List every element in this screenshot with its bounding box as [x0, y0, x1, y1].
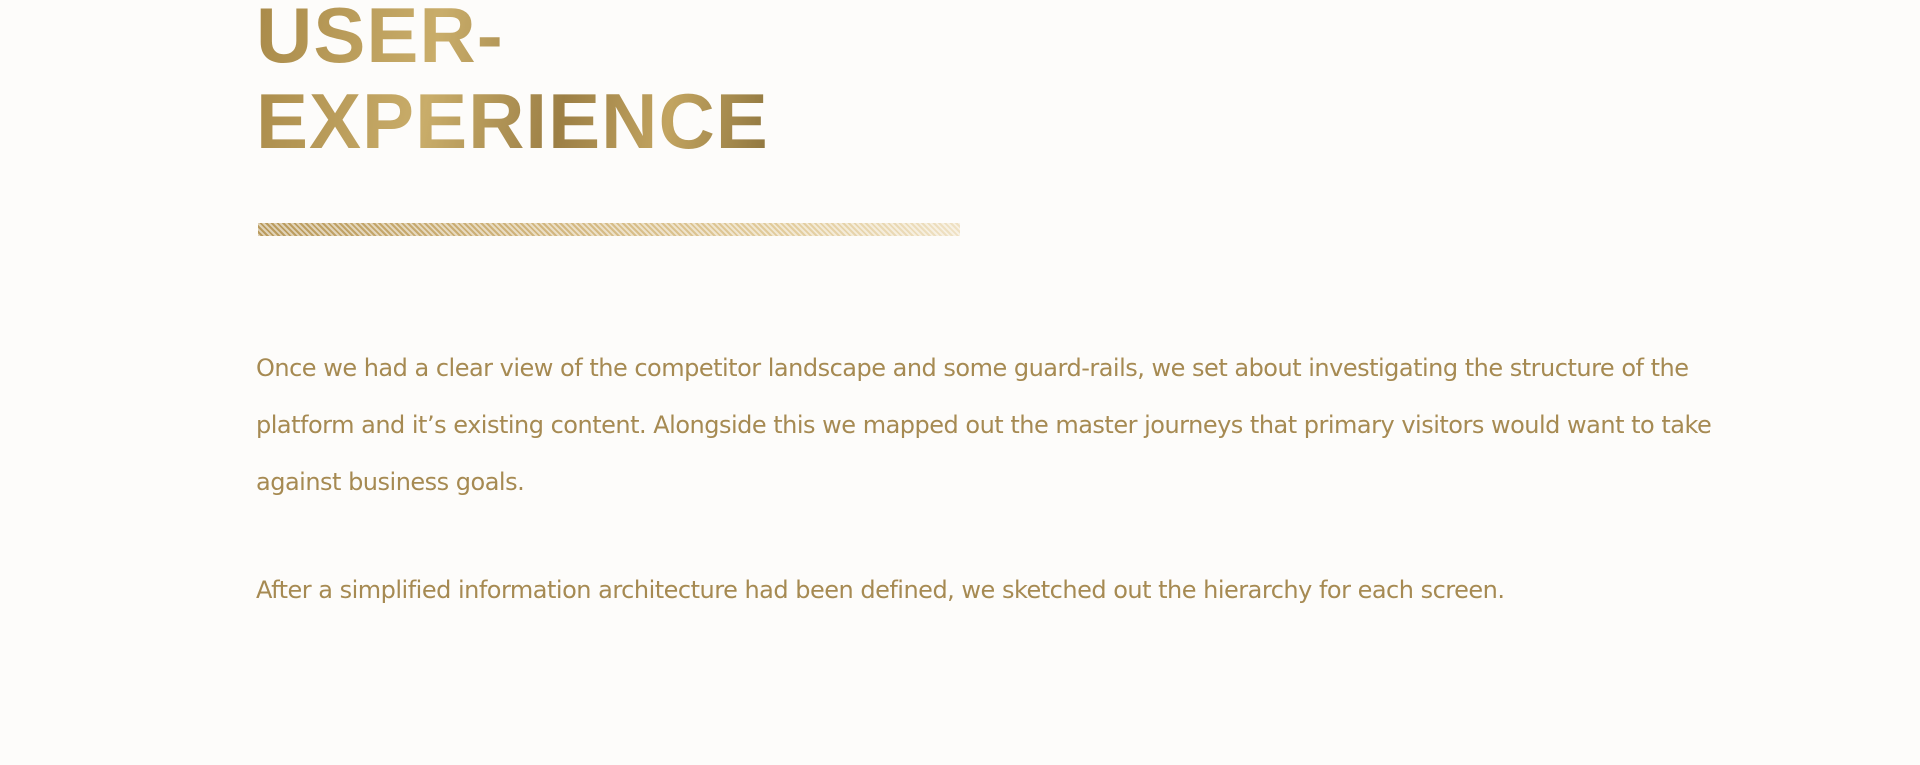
heading-line-2: EXPERIENCE	[256, 77, 769, 165]
section-heading	[256, 0, 769, 164]
gold-divider	[258, 223, 960, 236]
intro-paragraph: Once we had a clear view of the competitor landscape and some guard-rails, we set about investigating the structure of the platform and it’s existing content. Alongside this we mapped out the master journeys that primary visitors would want to take against business goals.	[256, 354, 1712, 496]
followup-paragraph: After a simplified information architecture had been defined, we sketched out the hierarchy for each screen.	[256, 576, 1505, 604]
heading-line-1: USER-	[256, 0, 504, 79]
